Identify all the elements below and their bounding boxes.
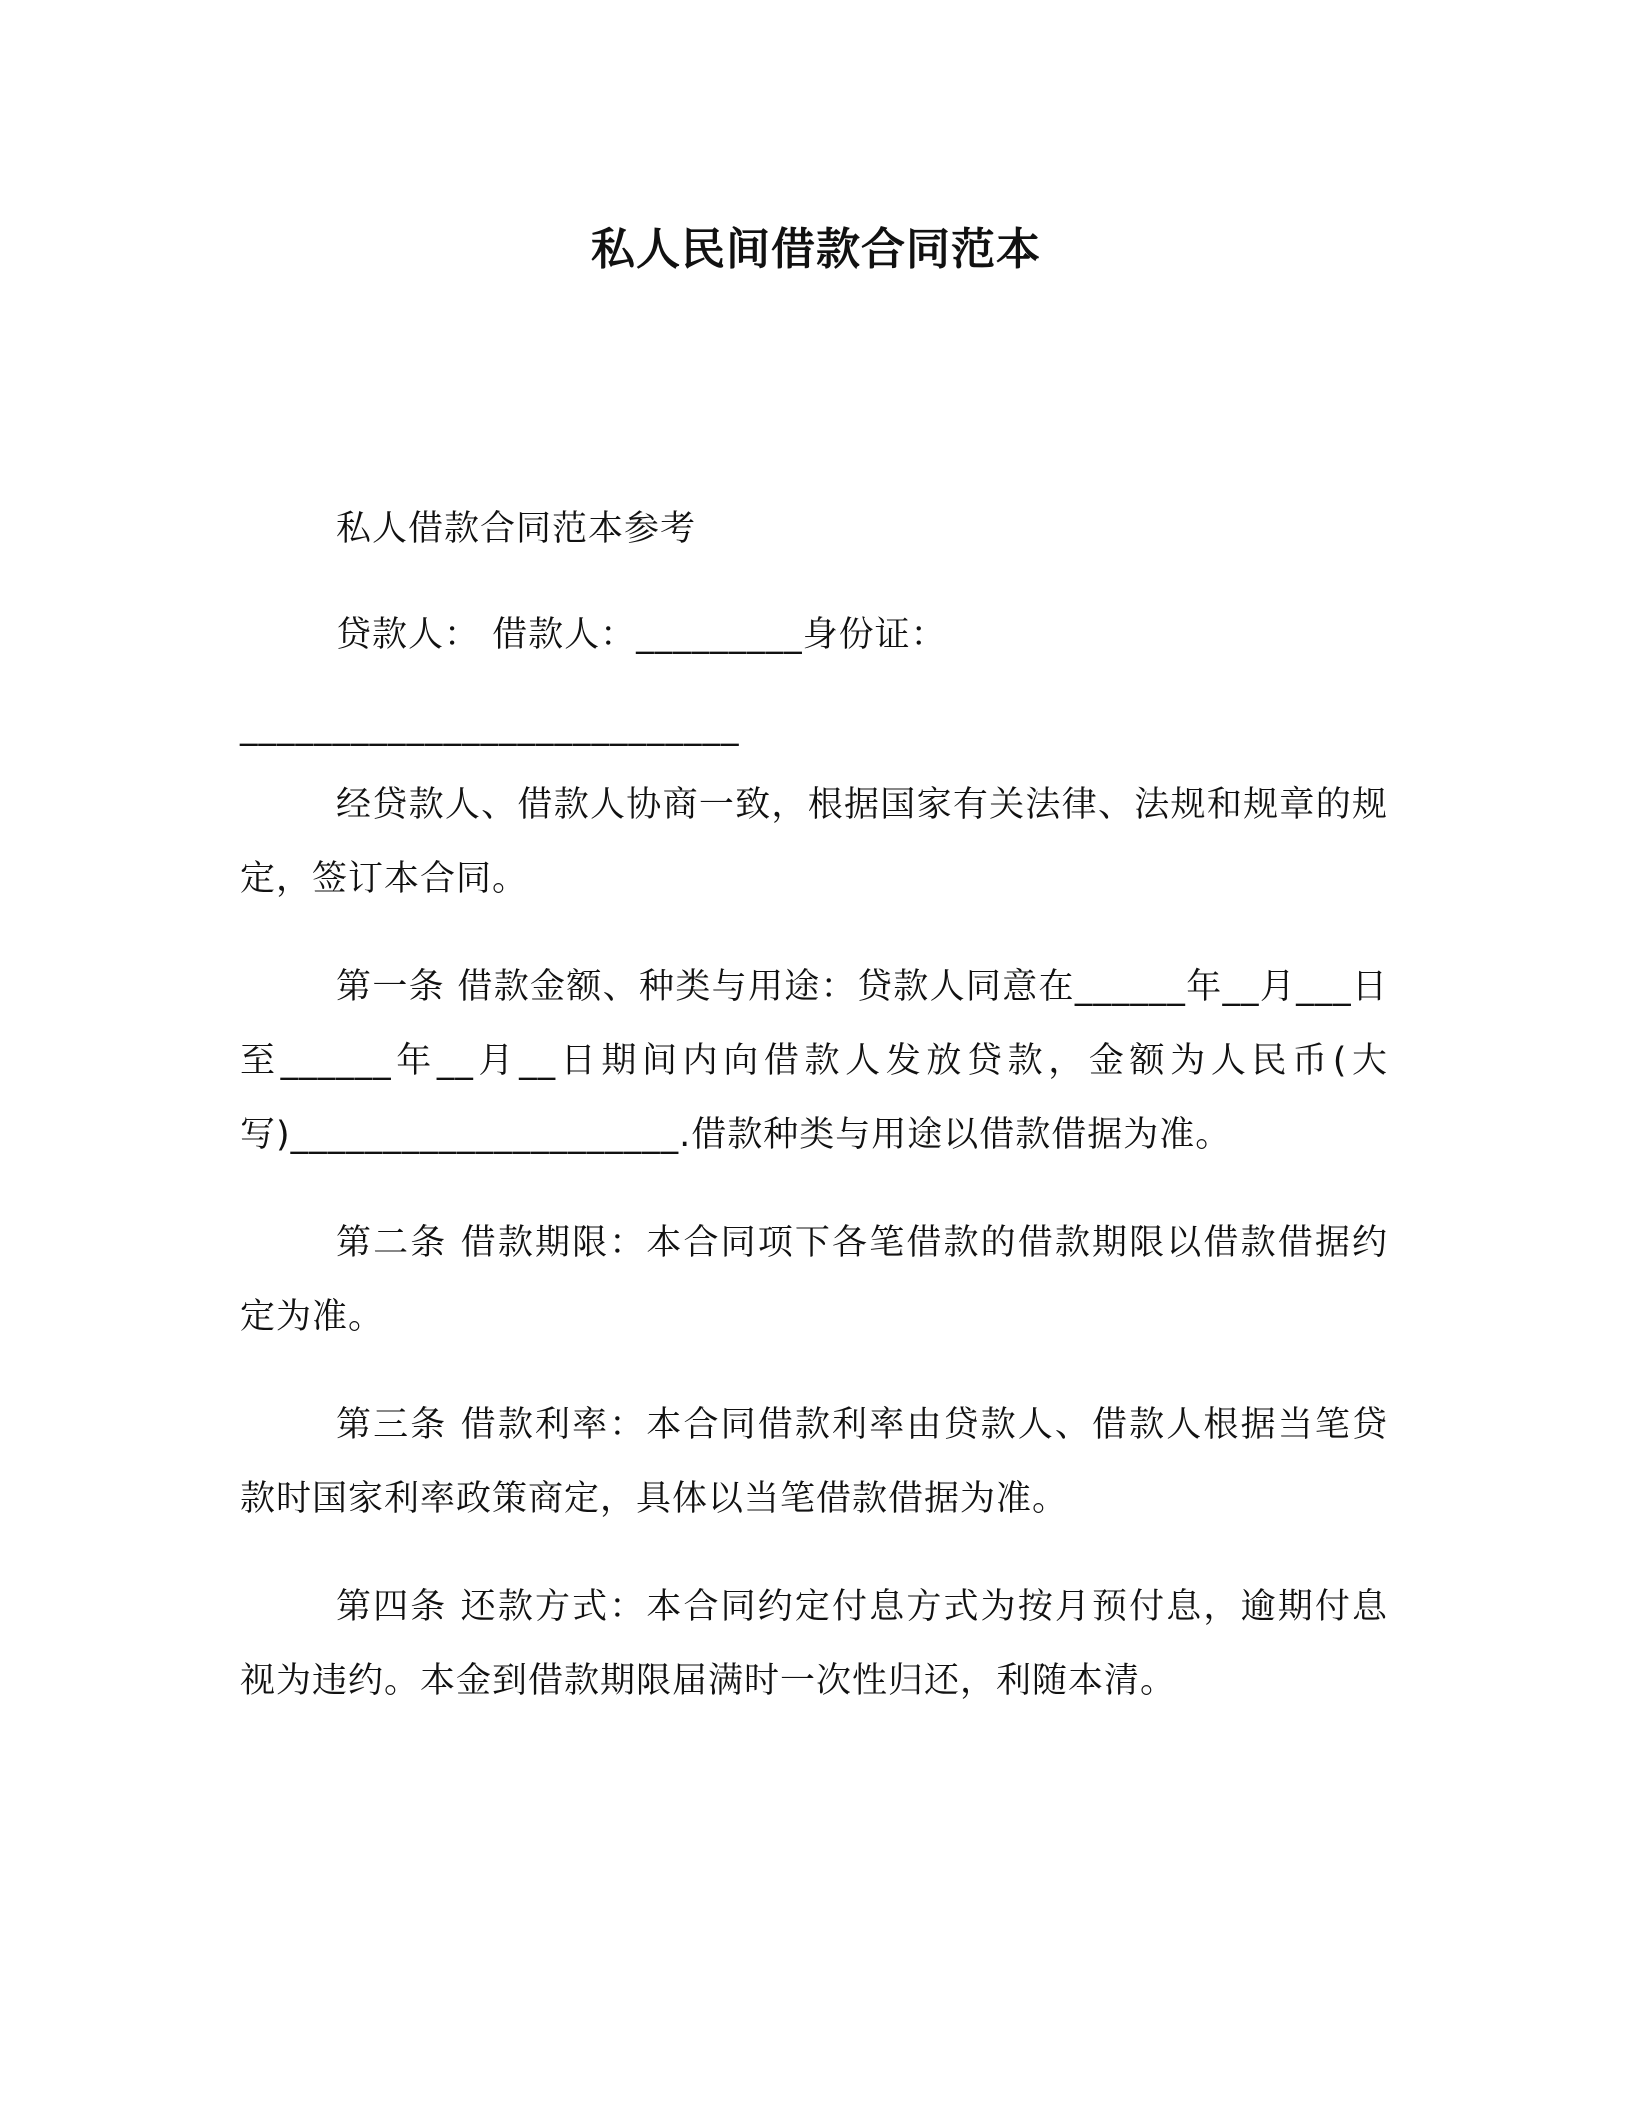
- article4-block: [240, 1570, 1388, 1718]
- id-number-blank: ___________________________: [240, 707, 740, 747]
- subtitle-paragraph: 私人借款合同范本参考: [336, 509, 697, 549]
- intro-block: [240, 768, 1388, 916]
- article-3-paragraph: 第三条 借款利率：本合同借款利率由贷款人、借款人根据当笔贷款时国家利率政策商定，具体以当笔借款借据为准。: [240, 1405, 1388, 1519]
- article-4-paragraph: 第四条 还款方式：本合同约定付息方式为按月预付息，逾期付息视为违约。本金到借款期限届满时一次性归还，利随本清。: [240, 1587, 1388, 1701]
- document-body: [240, 492, 1388, 566]
- article-1-paragraph: 第一条 借款金额、种类与用途：贷款人同意在______年__月___日至______年__月__日期间内向借款人发放贷款，金额为人民币(大写)_____________________.借款种类与用途以借款借据为准。: [240, 967, 1388, 1155]
- parties-line: 贷款人： 借款人：_________身份证：: [336, 615, 947, 655]
- document-title: 私人民间借款合同范本: [591, 224, 1041, 275]
- article3-block: [240, 1388, 1388, 1536]
- intro-paragraph: 经贷款人、借款人协商一致，根据国家有关法律、法规和规章的规定，签订本合同。: [240, 785, 1388, 899]
- article1-block: [240, 950, 1388, 1172]
- article-2-paragraph: 第二条 借款期限：本合同项下各笔借款的借款期限以借款借据约定为准。: [240, 1223, 1388, 1337]
- article2-block: [240, 1206, 1388, 1354]
- id-blank-block: [240, 690, 1388, 764]
- parties-block: [240, 598, 1388, 672]
